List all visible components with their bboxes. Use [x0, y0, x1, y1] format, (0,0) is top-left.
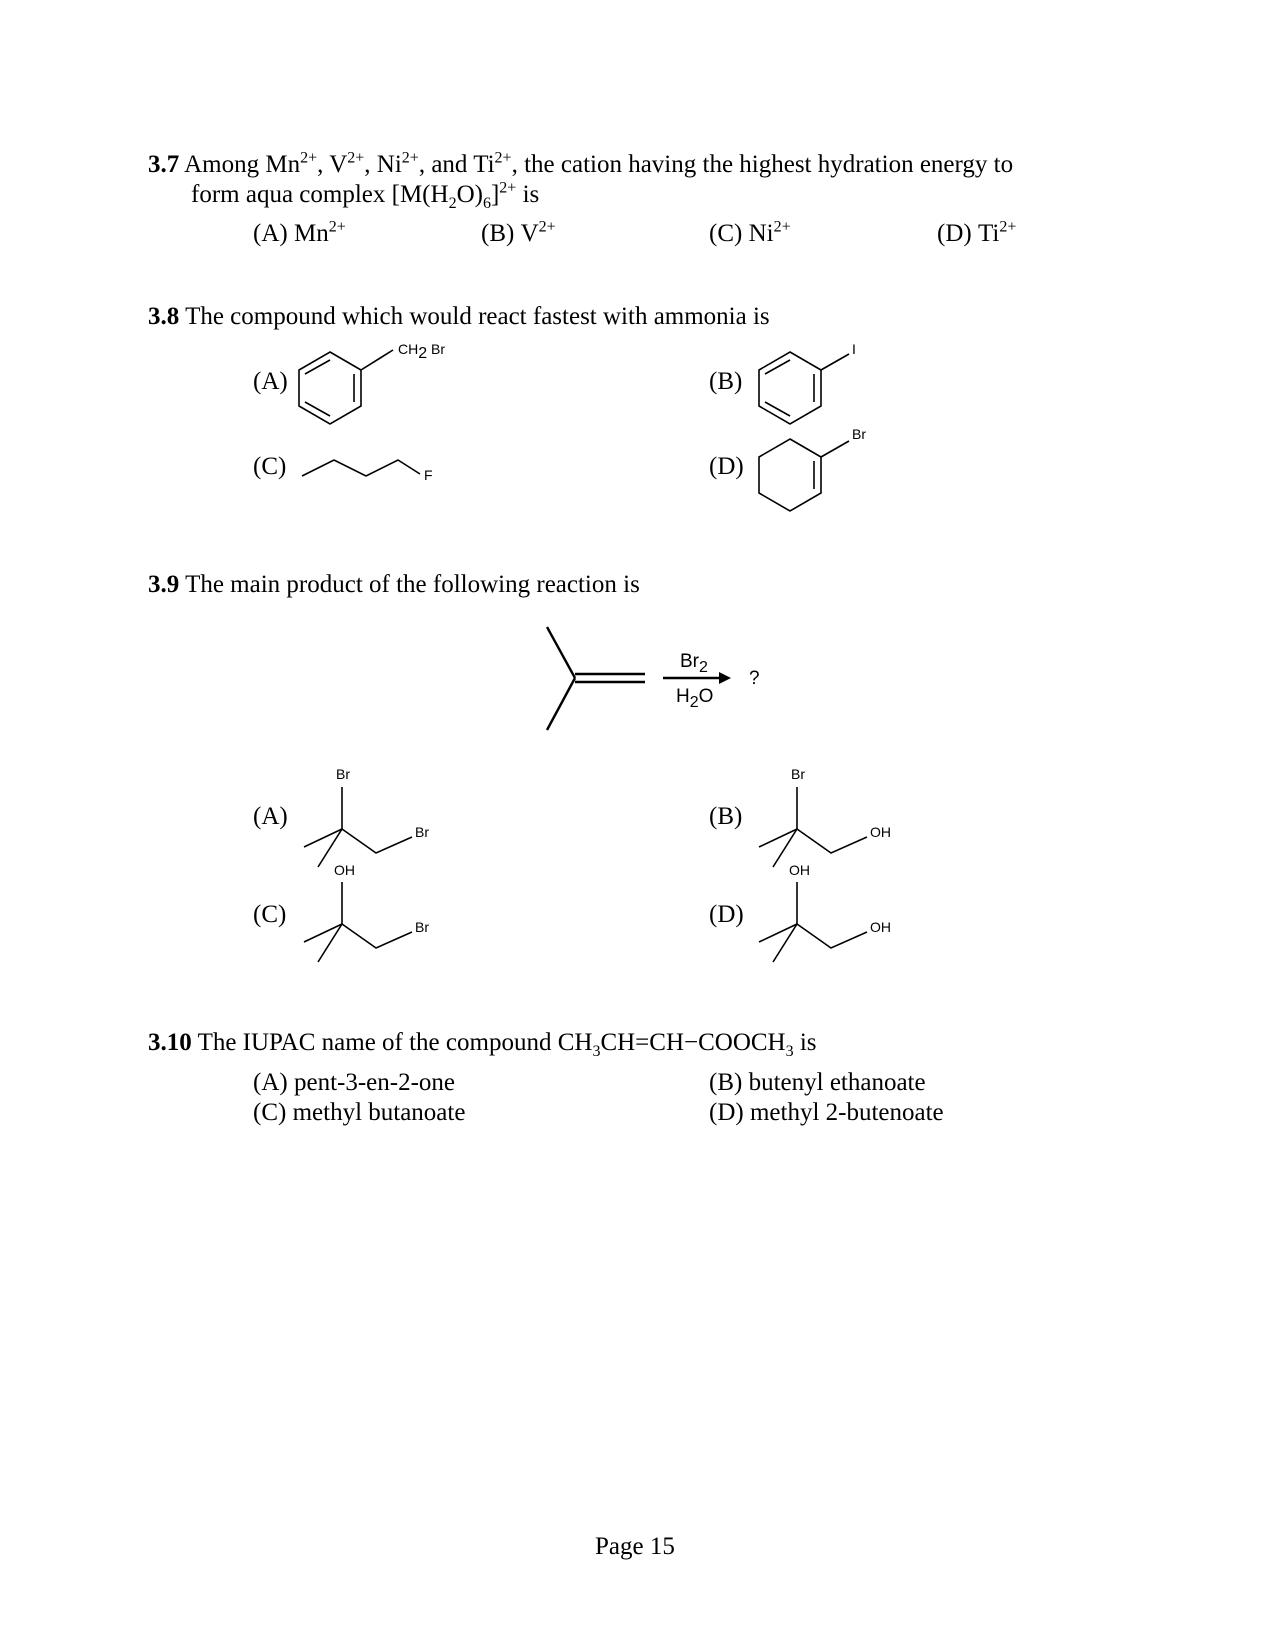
unknown-product: ? — [749, 668, 760, 689]
product-c-right-label: Br — [415, 919, 429, 935]
product-a-structure — [300, 785, 420, 870]
question-number: 3.10 — [148, 1029, 192, 1056]
option-c[interactable]: (C) methyl butanoate — [253, 1099, 466, 1126]
product-d-right-label: OH — [870, 919, 891, 935]
product-c-structure — [300, 880, 420, 965]
reaction-scheme — [545, 625, 745, 740]
option-b-label[interactable]: (B) — [709, 368, 743, 395]
option-b[interactable]: (B) butenyl ethanoate — [709, 1069, 926, 1096]
option-c-label[interactable]: (C) — [253, 453, 287, 480]
iodine-label: I — [852, 341, 856, 357]
option-b[interactable]: (B) $V^{2+}$ — [481, 218, 556, 247]
reagent-bromine: $Br_2$ — [680, 651, 708, 676]
option-c-label[interactable]: (C) — [253, 901, 287, 928]
iodobenzene-structure — [755, 340, 875, 430]
product-a-right-label: Br — [415, 824, 429, 840]
option-a[interactable]: (A) pent-3-en-2-one — [253, 1069, 456, 1096]
question-3-9: 3.9 The main product of the following reaction is — [148, 571, 640, 598]
question-3-7-line2: form aqua complex $[M(H_2O)_6]^{2+}$ is — [191, 179, 540, 212]
option-d-label[interactable]: (D) — [709, 901, 744, 928]
product-b-top-label: Br — [791, 766, 805, 782]
reagent-water: $H_2O$ — [676, 686, 714, 711]
option-a[interactable]: (A) $Mn^{2+}$ — [253, 218, 346, 247]
option-d[interactable]: (D) $Ti^{2+}$ — [937, 218, 1017, 247]
bromine-label: Br — [852, 426, 866, 442]
option-a-label[interactable]: (A) — [253, 803, 288, 830]
question-3-8: 3.8 The compound which would react fastest with ammonia is — [148, 303, 770, 330]
product-d-top-label: OH — [789, 862, 810, 878]
option-c[interactable]: (C) $Ni^{2+}$ — [709, 218, 791, 247]
question-3-7-line1: 3.7 Among $Mn^{2+}$, $V^{2+}$, $Ni^{2+}$, and $Ti^{2+}$, the cation having the highest hydration energy to — [148, 149, 1014, 178]
product-d-structure — [755, 880, 875, 965]
page-number: Page 15 — [595, 1533, 675, 1560]
question-number: 3.9 — [148, 571, 180, 598]
question-number: 3.7 — [148, 151, 180, 178]
question-3-10: 3.10 The IUPAC name of the compound $CH_3CH=CH-COOCH_3$ is — [148, 1029, 817, 1060]
fluorine-label: F — [424, 467, 433, 483]
question-number: 3.8 — [148, 303, 180, 330]
product-b-structure — [755, 785, 875, 870]
product-b-right-label: OH — [870, 824, 891, 840]
product-c-top-label: OH — [334, 862, 355, 878]
option-a-label[interactable]: (A) — [253, 368, 288, 395]
product-a-top-label: Br — [336, 766, 350, 782]
option-d-label[interactable]: (D) — [709, 453, 744, 480]
option-d[interactable]: (D) methyl 2-butenoate — [709, 1099, 944, 1126]
fluorobutane-structure — [300, 450, 430, 490]
option-b-label[interactable]: (B) — [709, 803, 743, 830]
ch2br-label: $CH_2$ Br — [398, 341, 446, 362]
